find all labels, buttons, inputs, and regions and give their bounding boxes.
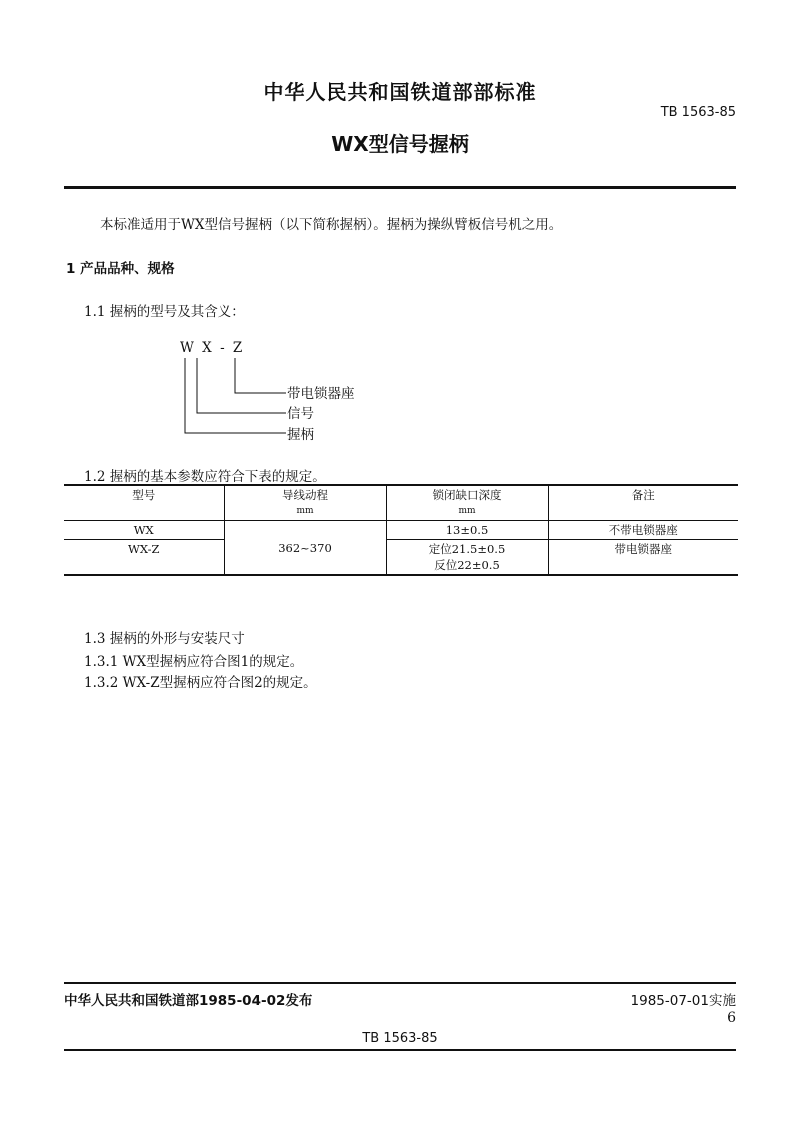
clause-1-3-1: 1.3.1 WX型握柄应符合图1的规定。 [84,654,304,670]
clause-1-1: 1.1 握柄的型号及其含义： [84,304,245,320]
leader-line-signal [197,358,286,413]
cell-depth: 定位21.5±0.5 反位22±0.5 [386,540,548,576]
header-remark: 备注 [548,485,738,521]
designation-label-lock-seat: 带电锁器座 [287,386,355,402]
intro-paragraph: 本标准适用于WX型信号握柄（以下简称握柄）。握柄为操纵臂板信号机之用。 [100,217,563,233]
standard-number: TB 1563-85 [660,105,736,120]
table-row [64,521,738,540]
implementation-date: 1985-07-01实施 [630,993,736,1009]
cell-remark: 带电锁器座 [548,540,738,576]
page-number: 6 [727,1010,736,1026]
table-header-row [64,485,738,521]
header-stroke: 导线动程 mm [224,485,386,521]
cell-stroke: 362~370 [224,521,386,576]
bottom-divider [64,1049,736,1051]
issue-statement: 中华人民共和国铁道部1985-04-02发布 [64,993,313,1009]
clause-1-3-2: 1.3.2 WX-Z型握柄应符合图2的规定。 [84,675,317,691]
header-depth: 锁闭缺口深度 mm [386,485,548,521]
cell-remark: 不带电锁器座 [548,521,738,540]
cell-depth: 13±0.5 [386,521,548,540]
header-model: 型号 [64,485,224,521]
issuing-organization: 中华人民共和国铁道部部标准 [263,80,537,104]
table-row [64,540,738,576]
footer-divider [64,982,736,984]
footer-standard-number: TB 1563-85 [362,1031,438,1046]
section-1-heading: 1 产品品种、规格 [66,261,175,277]
parameters-table [64,484,738,576]
leader-line-lock-seat [235,358,286,393]
model-designation-code: W X - Z [180,340,245,356]
designation-label-signal: 信号 [287,406,314,422]
clause-1-3: 1.3 握柄的外形与安装尺寸 [84,631,245,647]
clause-1-2: 1.2 握柄的基本参数应符合下表的规定。 [84,469,326,485]
designation-label-grip: 握柄 [287,427,314,443]
designation-diagram [170,355,290,440]
cell-model: WX [64,521,224,540]
header-divider [64,186,736,189]
cell-model: WX-Z [64,540,224,576]
document-title: WX型信号握柄 [331,132,469,156]
